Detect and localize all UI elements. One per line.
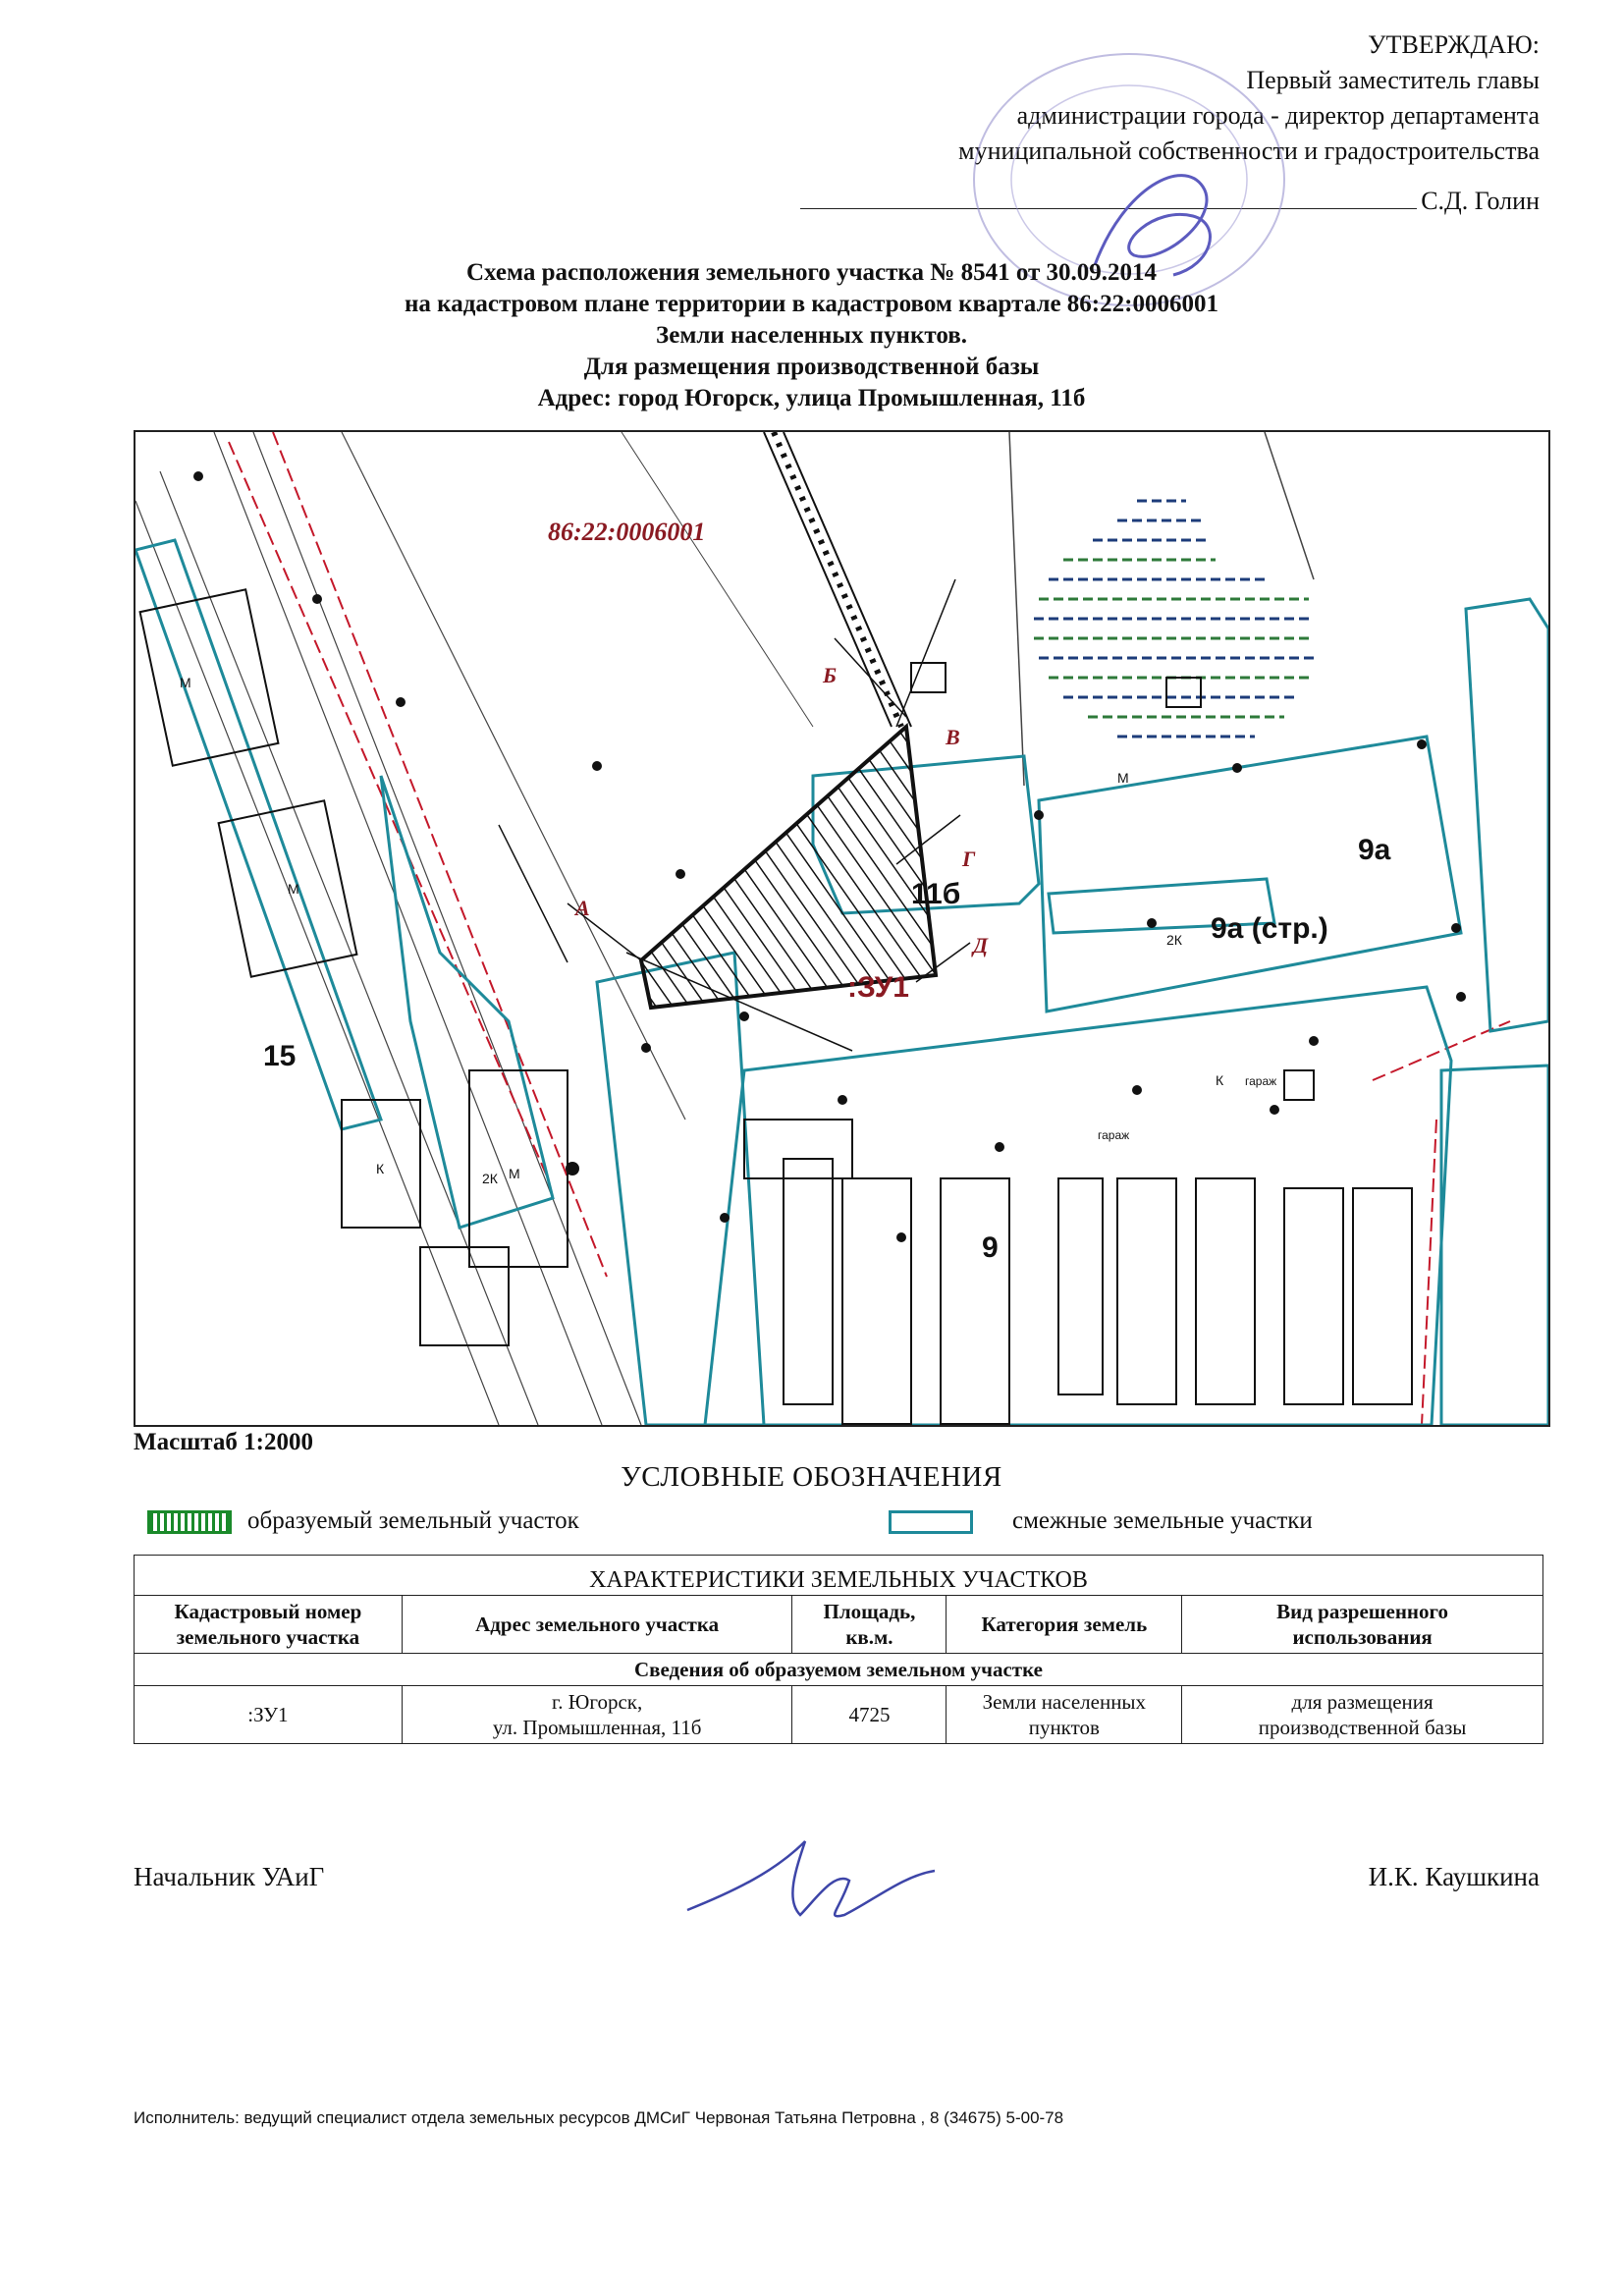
buildings [140,589,1412,1424]
table-section-title: Сведения об образуемом земельном участке [135,1654,1543,1686]
point-label-g: Г [962,847,976,871]
table-header-row [135,1596,1543,1654]
neighbor-9-label: 9 [982,1231,999,1264]
title-line-4: Для размещения производственной базы [583,354,1040,380]
cell-text: Земли населенных [982,1690,1147,1714]
document-title [0,257,1623,414]
building-label: М [180,675,191,690]
quarter-label: 86:22:0006001 [548,518,706,546]
footer-name: И.К. Каушкина [1368,1862,1540,1891]
header-category: Категория земель [947,1596,1182,1654]
cell-text: производственной базы [1258,1716,1467,1739]
footer-position: Начальник УАиГ [134,1862,325,1891]
table-caption: ХАРАКТЕРИСТИКИ ЗЕМЕЛЬНЫХ УЧАСТКОВ [135,1556,1543,1596]
cell-area: 4725 [792,1686,947,1744]
header-text: земельного участка [176,1625,360,1649]
cell-text: г. Югорск, [552,1690,643,1714]
neighbor-15-label: 15 [263,1040,297,1072]
neighbor-9a-label: 9а [1358,834,1391,866]
road-corridor [135,432,685,1425]
title-line-5: Адрес: город Югорск, улица Промышленная, 11б [537,385,1086,411]
executor-info: Исполнитель: ведущий специалист отдела земельных ресурсов ДМСиГ Червоная Татьяна Петровна , 8 (34675) 5-00-78 [134,2108,1064,2127]
header-cadastral-number [135,1596,403,1654]
building-label: К [376,1161,385,1176]
cell-text: пунктов [1028,1716,1100,1739]
cell-text: для размещения [1291,1690,1434,1714]
map-drawing [135,432,1548,1425]
boundary-line [1265,432,1314,579]
map-scale: Масштаб 1:2000 [134,1429,313,1455]
legend-formed-item [147,1507,579,1535]
header-text: Кадастровый номер [174,1600,362,1623]
header-area [792,1596,947,1654]
parcel-number-label: 11б [911,878,961,910]
road-edge [622,432,813,727]
legend-adjacent-item [889,1507,1313,1535]
cell-text: ул. Промышленная, 11б [492,1716,702,1739]
table-row [135,1686,1543,1744]
building-label: К [1216,1072,1224,1088]
header-address: Адрес земельного участка [402,1596,792,1654]
point-label-v: В [946,725,960,749]
water-body [1034,501,1314,737]
characteristics-table [134,1555,1543,1744]
parcel-zu1-label: :ЗУ1 [847,971,909,1004]
point-label-b: Б [823,663,837,687]
header-text: Вид разрешенного [1276,1600,1449,1623]
cell-permitted-use [1182,1686,1543,1744]
formed-parcel-swatch [147,1510,232,1534]
railway [764,432,911,727]
legend-adjacent-label: смежные земельные участки [1012,1507,1313,1534]
header-text: Площадь, [823,1600,916,1623]
cadastral-map [134,430,1550,1427]
building-label: М [509,1166,520,1181]
header-permitted-use [1182,1596,1543,1654]
neighbor-9a-str-label: 9а (стр.) [1211,912,1328,945]
point-label-a: А [575,896,590,920]
approval-heading: УТВЕРЖДАЮ: [1368,30,1540,59]
header-text: использования [1292,1625,1433,1649]
legend-formed-label: образуемый земельный участок [247,1507,579,1534]
approval-line-1: Первый заместитель главы [1246,66,1540,94]
point-label-d: Д [973,933,989,957]
title-line-2: на кадастровом плане территории в кадастровом квартале 86:22:0006001 [405,291,1218,317]
header-text: кв.м. [845,1625,893,1649]
adjacent-parcel-swatch [889,1510,973,1534]
building-label: 2К [1166,932,1182,948]
cell-address [402,1686,792,1744]
building-label: 2К [482,1171,498,1186]
boundary-line [1009,432,1024,786]
formed-parcel-zu1 [641,727,936,1008]
approval-signer: С.Д. Голин [1421,187,1540,215]
head-signature [677,1831,943,1940]
building-label: М [1117,770,1129,786]
building-label: гараж [1245,1074,1277,1088]
title-line-3: Земли населенных пунктов. [656,322,967,349]
building-label: М [288,881,299,897]
cell-category [947,1686,1182,1744]
approval-line-2: администрации города - директор департамента [1016,101,1540,130]
building-label: гараж [1098,1128,1130,1142]
cell-cadastral-number: :ЗУ1 [135,1686,403,1744]
title-line-1: Схема расположения земельного участка № 8541 от 30.09.2014 [465,259,1158,286]
legend-title: УСЛОВНЫЕ ОБОЗНАЧЕНИЯ [621,1461,1002,1493]
approval-line-3: муниципальной собственности и градостроительства [958,137,1540,165]
